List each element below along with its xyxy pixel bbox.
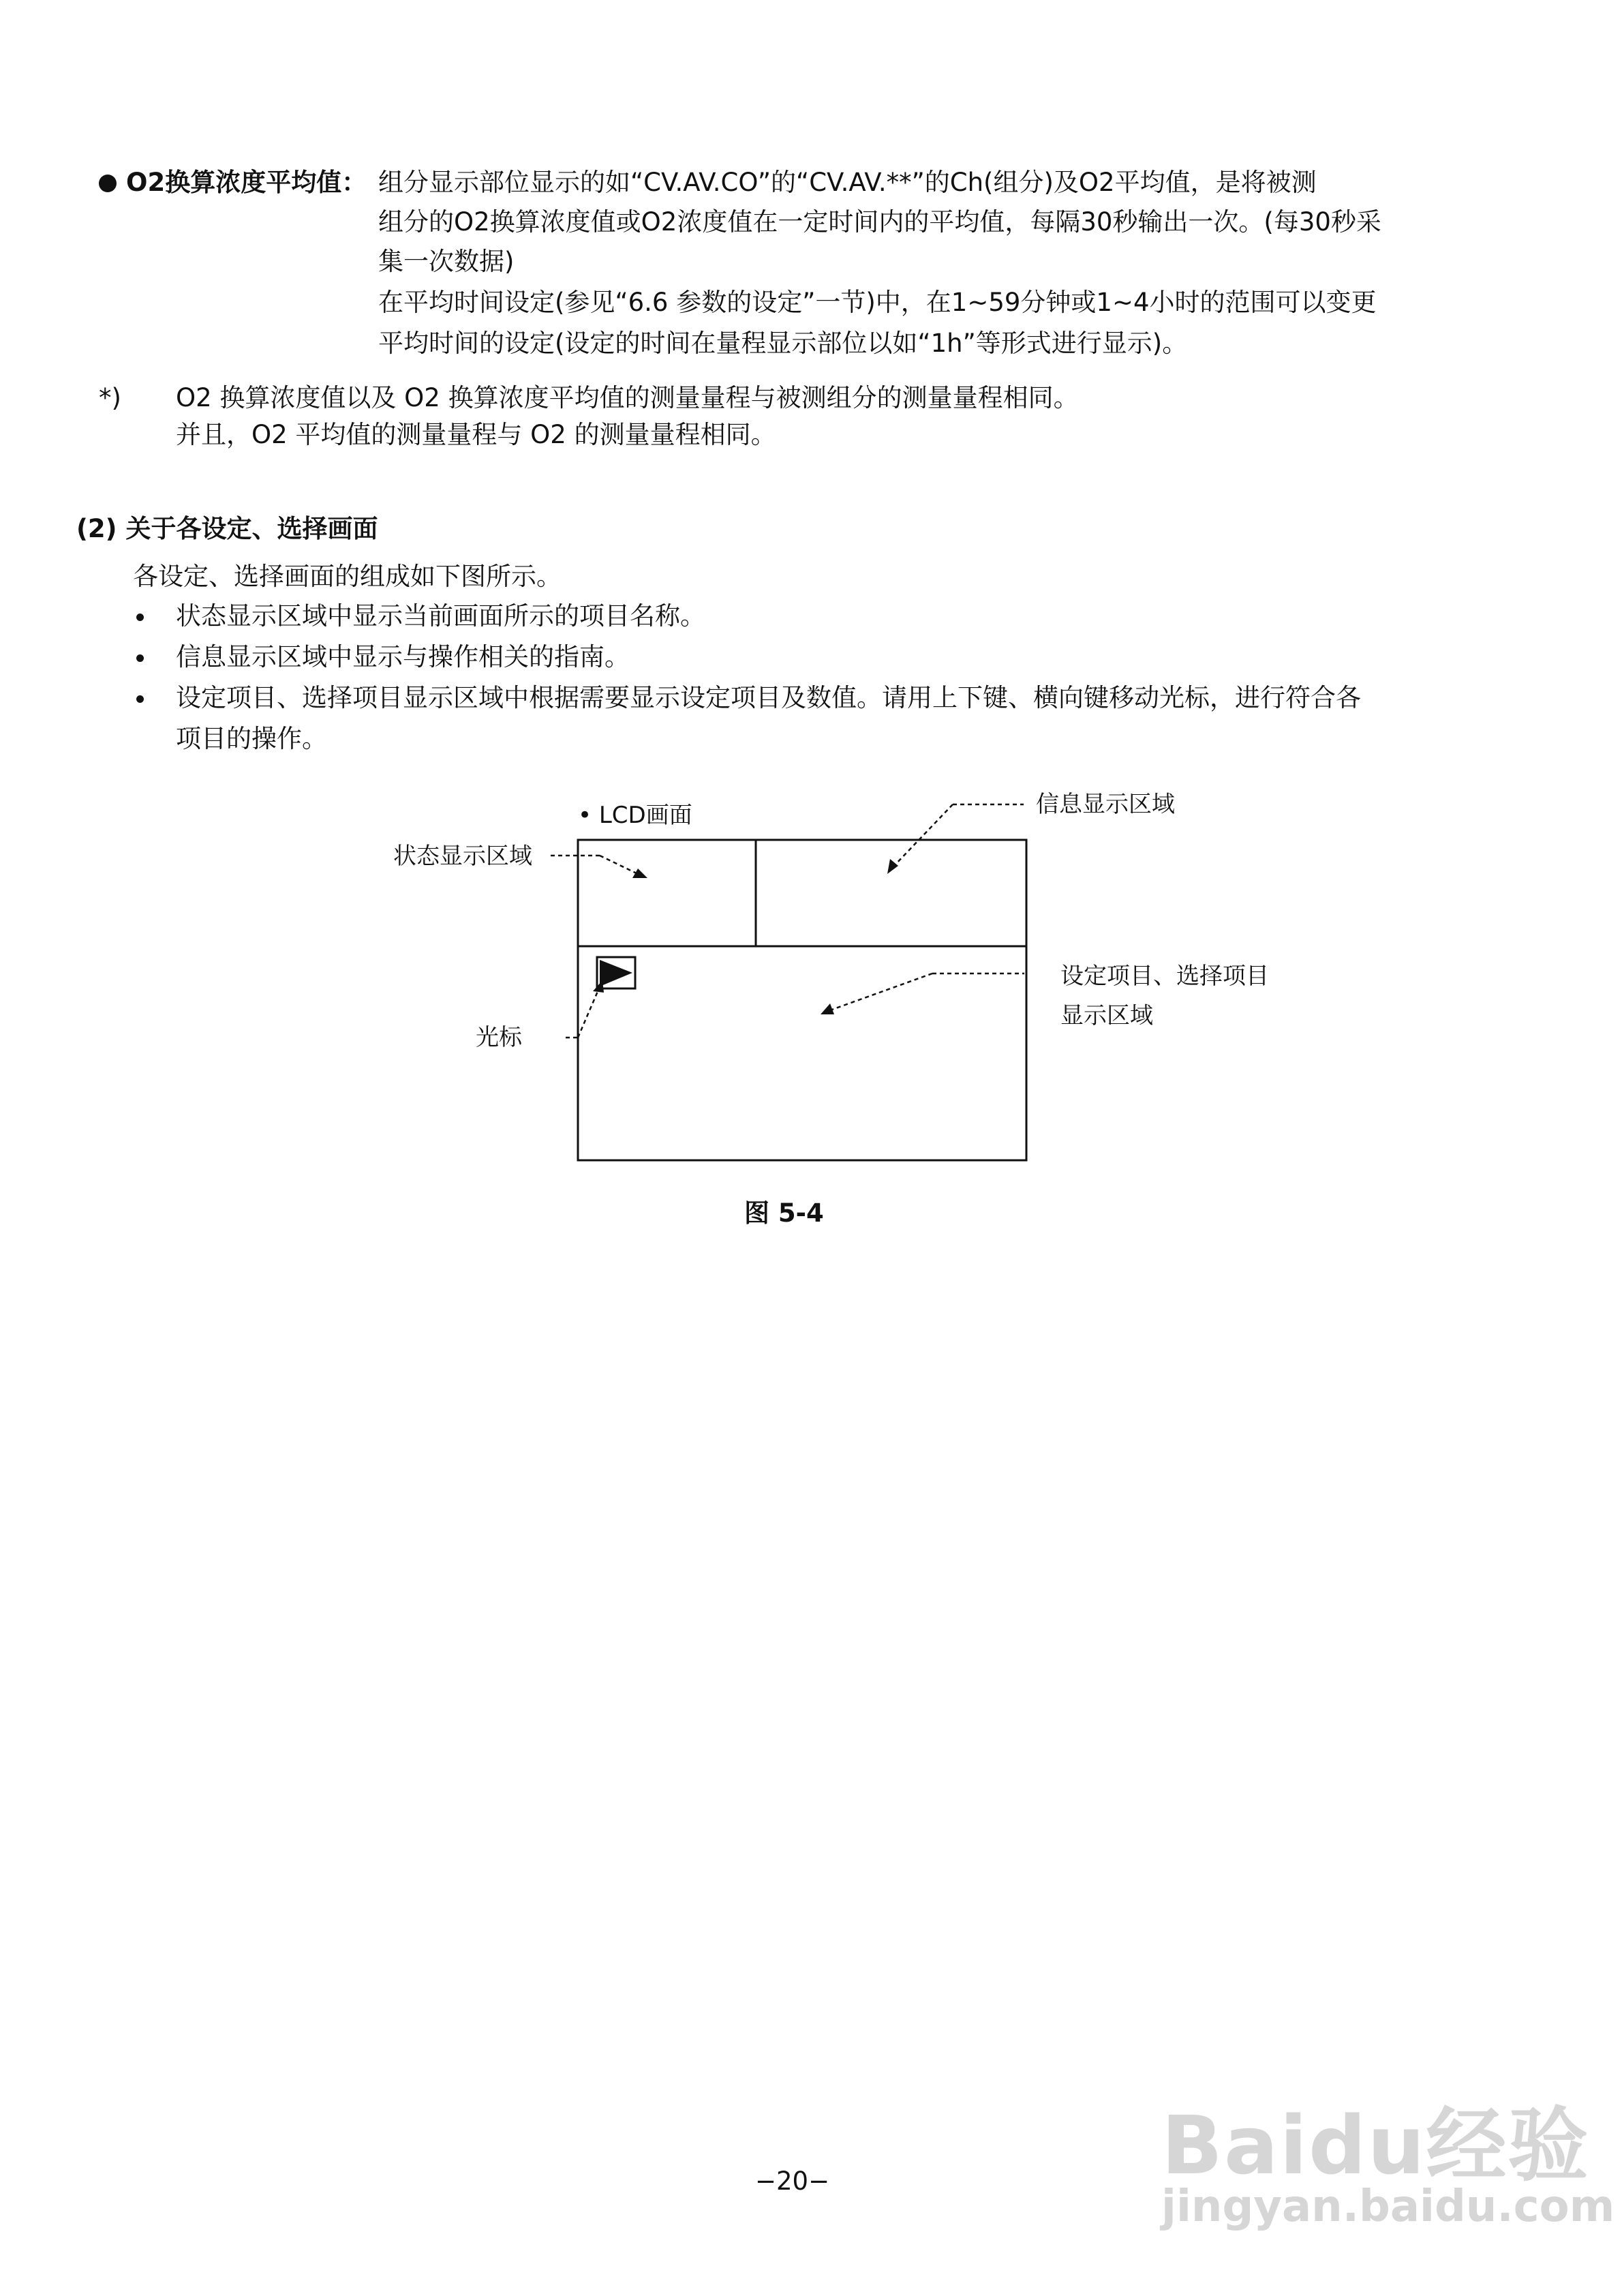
cursor-leader-diag xyxy=(578,990,598,1038)
o2-avg-line-2: 组分的O2换算浓度值或O2浓度值在一定时间内的平均值，每隔30秒输出一次。(每30秒采 xyxy=(378,207,1381,237)
watermark-brand: Baidu经验 xyxy=(1161,2098,1590,2192)
status-area-label: 状态显示区域 xyxy=(393,843,532,870)
info-leader-diag xyxy=(894,804,953,866)
o2-avg-line-5: 平均时间的设定(设定的时间在量程显示部位以如“1h”等形式进行显示)。 xyxy=(378,329,1188,358)
list-item-1: 状态显示区域中显示当前画面所示的项目名称。 xyxy=(176,601,705,631)
section2-intro: 各设定、选择画面的组成如下图所示。 xyxy=(133,562,562,591)
status-leader-diag xyxy=(600,856,638,874)
o2-avg-line-4: 在平均时间设定(参见“6.6 参数的设定”一节)中，在1~59分钟或1~4小时的范围可以变更 xyxy=(378,288,1377,317)
lcd-frame xyxy=(578,840,1026,1160)
lcd-label: • LCD画面 xyxy=(578,802,692,829)
o2-avg-line-3: 集一次数据) xyxy=(378,247,515,276)
list-item-3: 设定项目、选择项目显示区域中根据需要显示设定项目及数值。请用上下键、横向键移动光标，进行符合各 xyxy=(176,683,1361,712)
list-item-3-cont: 项目的操作。 xyxy=(176,724,327,753)
note-mark: *) xyxy=(99,383,121,412)
info-area-label: 信息显示区域 xyxy=(1036,791,1175,818)
page-number: −20− xyxy=(755,2166,830,2196)
section2-heading: (2) 关于各设定、选择画面 xyxy=(76,514,378,543)
watermark-url: jingyan.baidu.com xyxy=(1161,2181,1615,2232)
note-line-1: O2 换算浓度值以及 O2 换算浓度平均值的测量量程与被测组分的测量量程相同。 xyxy=(176,383,1079,412)
o2-avg-term: O2换算浓度平均值： xyxy=(126,168,367,197)
info-arrow-icon xyxy=(887,859,898,874)
setting-arrow-icon xyxy=(821,1003,834,1014)
note-line-2: 并且，O2 平均值的测量量程与 O2 的测量量程相同。 xyxy=(176,420,776,449)
setting-area-label-1: 设定项目、选择项目 xyxy=(1060,963,1269,990)
list-item-2: 信息显示区域中显示与操作相关的指南。 xyxy=(176,642,630,671)
setting-area-label-2: 显示区域 xyxy=(1060,1002,1153,1029)
o2-avg-line-1: 组分显示部位显示的如“CV.AV.CO”的“CV.AV.**”的Ch(组分)及O2平均值，是将被测 xyxy=(378,168,1317,197)
cursor-label: 光标 xyxy=(476,1024,522,1051)
figure-caption: 图 5-4 xyxy=(744,1198,824,1228)
setting-leader-diag xyxy=(830,973,932,1010)
